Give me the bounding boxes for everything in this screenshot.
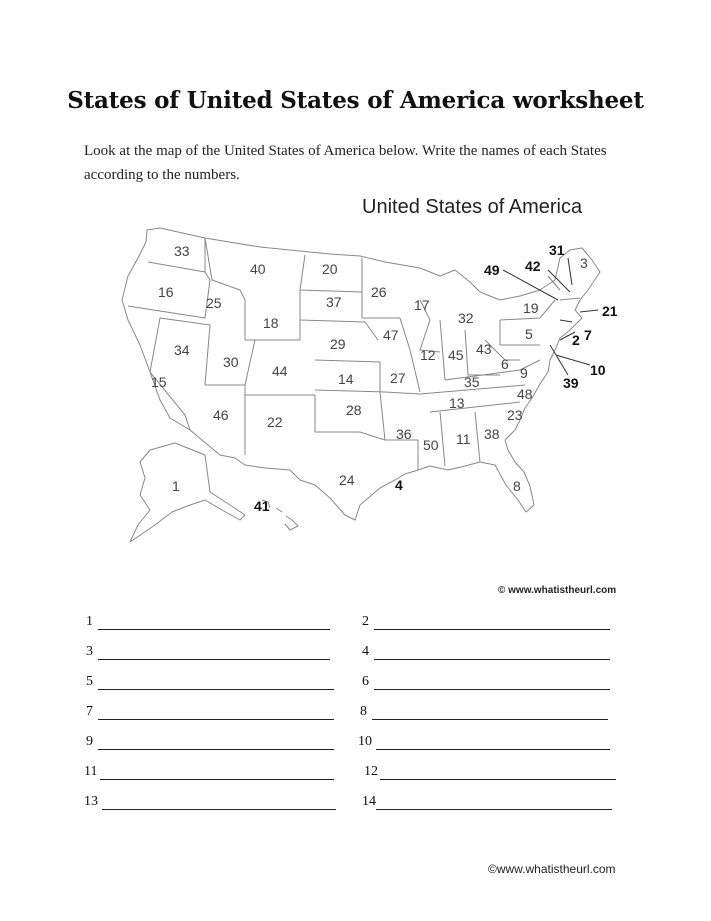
answer-line[interactable] [374,689,610,690]
map-label: 14 [338,371,354,387]
map-label: 39 [563,375,579,391]
map-label: 8 [513,478,521,494]
map-label: 11 [456,431,471,447]
map-label: 38 [484,426,500,442]
answer-number: 13 [84,794,98,809]
map-label: 31 [549,242,565,258]
map-label: 48 [517,386,533,402]
map-label: 12 [420,347,436,363]
answer-number: 5 [86,674,93,689]
map-label: 30 [223,354,239,370]
answer-line[interactable] [98,719,334,720]
map-label: 19 [523,300,539,316]
map-label: 5 [525,326,533,342]
answer-line[interactable] [376,809,612,810]
map-label: 6 [501,356,509,372]
map-label: 20 [322,261,338,277]
answer-number: 11 [84,764,98,779]
map-label: 2 [572,332,580,348]
map-label: 15 [151,374,167,390]
map-label: 25 [206,295,222,311]
map-label: 10 [590,362,606,378]
answer-line[interactable] [98,659,330,660]
map-label: 41 [254,498,270,514]
map-label: 35 [464,374,480,390]
answer-number: 2 [362,614,369,629]
map-label: 50 [423,437,439,453]
map-label: 42 [525,258,541,274]
answer-line[interactable] [98,629,330,630]
answer-line[interactable] [374,659,610,660]
answer-line[interactable] [98,749,334,750]
answer-number: 10 [358,734,372,749]
answer-number: 8 [360,704,367,719]
map-label: 13 [449,395,465,411]
map-label: 23 [507,407,523,423]
map-label: 33 [174,243,190,259]
alaska-outline [130,443,245,542]
map-label: 29 [330,336,346,352]
map-label: 22 [267,414,283,430]
map-copyright: © www.whatistheurl.com [498,585,617,596]
answer-line[interactable] [102,809,336,810]
answer-number: 6 [362,674,369,689]
answer-number: 9 [86,734,93,749]
map-label: 9 [520,365,528,381]
answer-number: 4 [362,644,369,659]
map-label: 34 [174,342,190,358]
answer-line[interactable] [374,629,610,630]
answer-number: 7 [86,704,93,719]
map-label: 32 [458,310,474,326]
map-label: 18 [263,315,279,331]
worksheet-title: States of United States of America worksheet [67,87,644,114]
map-label: 37 [326,294,342,310]
map-label: 4 [395,477,403,493]
footer-copyright: ©www.whatistheurl.com [488,862,616,876]
map-label: 45 [448,347,464,363]
map-label: 17 [414,297,430,313]
answer-number: 14 [362,794,376,809]
map-label: 26 [371,284,387,300]
answer-line[interactable] [100,779,334,780]
map-label: 49 [484,262,500,278]
map-label: 36 [396,426,412,442]
map-title: United States of America [362,196,583,218]
map-label: 27 [390,370,406,386]
map-label: 16 [158,284,174,300]
map-label: 3 [580,255,588,271]
map-label: 7 [584,327,592,343]
answer-line[interactable] [98,689,334,690]
instructions-text: Look at the map of the United States of America below. Write the names of each States according to the numbers. [84,143,607,183]
answer-number: 1 [86,614,93,629]
map-label: 46 [213,407,229,423]
answer-number: 3 [86,644,93,659]
map-label: 21 [602,303,618,319]
map-label: 43 [476,341,492,357]
answer-line[interactable] [376,749,610,750]
answer-number: 12 [364,764,378,779]
map-label: 44 [272,363,288,379]
answer-line[interactable] [372,719,608,720]
map-label: 24 [339,472,355,488]
answer-line[interactable] [380,779,616,780]
map-label: 40 [250,261,266,277]
map-label: 28 [346,402,362,418]
map-label: 1 [172,478,180,494]
map-label: 47 [383,327,399,343]
